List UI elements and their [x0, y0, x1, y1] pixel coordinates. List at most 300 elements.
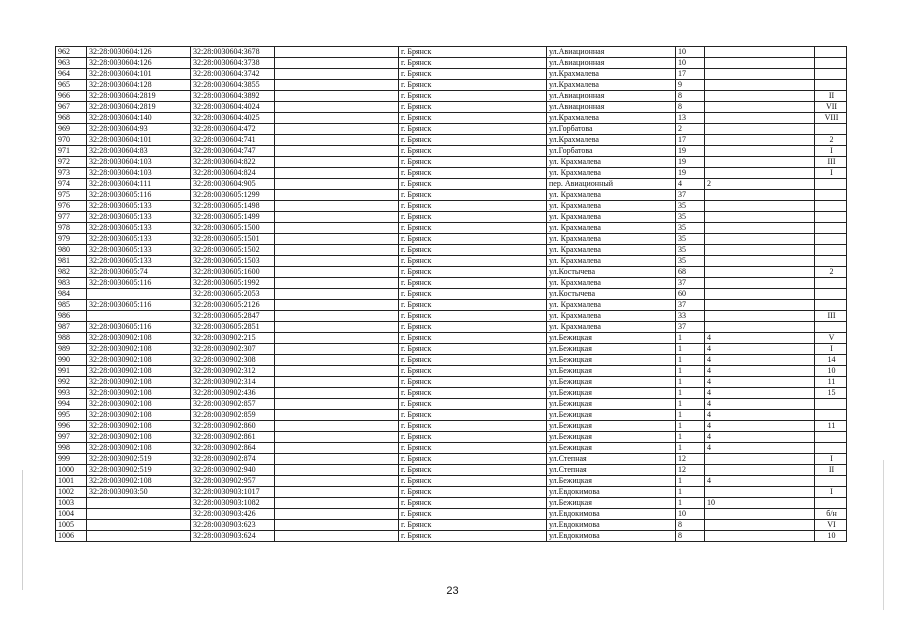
city-cell: г. Брянск [399, 520, 547, 531]
row-number: 967 [56, 102, 87, 113]
block-cell [705, 278, 815, 289]
cadastral-number-land [87, 520, 191, 531]
street-cell: ул.Бежицкая [547, 399, 676, 410]
building-cell: 35 [676, 201, 705, 212]
city-cell: г. Брянск [399, 80, 547, 91]
row-number: 992 [56, 377, 87, 388]
cadastral-number-land [87, 531, 191, 542]
extra-cell [275, 454, 399, 465]
building-cell: 10 [676, 47, 705, 58]
extra-cell [275, 443, 399, 454]
cadastral-number-land: 32:28:0030604:101 [87, 135, 191, 146]
building-cell: 35 [676, 245, 705, 256]
street-cell: ул. Крахмалева [547, 157, 676, 168]
city-cell: г. Брянск [399, 58, 547, 69]
cadastral-number-object: 32:28:0030605:2126 [191, 300, 275, 311]
cadastral-number-land: 32:28:0030605:116 [87, 322, 191, 333]
table-row [56, 432, 847, 443]
block-cell: 4 [705, 355, 815, 366]
extra-cell [275, 58, 399, 69]
extra-cell [275, 113, 399, 124]
building-cell: 35 [676, 256, 705, 267]
table-row [56, 487, 847, 498]
building-cell: 12 [676, 454, 705, 465]
city-cell: г. Брянск [399, 421, 547, 432]
street-cell: ул.Евдокимова [547, 487, 676, 498]
table-row [56, 421, 847, 432]
premises-cell [815, 476, 847, 487]
block-cell: 2 [705, 179, 815, 190]
block-cell [705, 47, 815, 58]
row-number: 995 [56, 410, 87, 421]
street-cell: ул.Степная [547, 465, 676, 476]
premises-cell: V [815, 333, 847, 344]
cadastral-number-land: 32:28:0030902:108 [87, 410, 191, 421]
extra-cell [275, 146, 399, 157]
city-cell: г. Брянск [399, 300, 547, 311]
city-cell: г. Брянск [399, 102, 547, 113]
table-row [56, 476, 847, 487]
cadastral-number-object: 32:28:0030902:859 [191, 410, 275, 421]
extra-cell [275, 432, 399, 443]
city-cell: г. Брянск [399, 157, 547, 168]
city-cell: г. Брянск [399, 223, 547, 234]
table-row [56, 91, 847, 102]
premises-cell [815, 399, 847, 410]
street-cell: ул.Бежицкая [547, 421, 676, 432]
extra-cell [275, 377, 399, 388]
premises-cell: I [815, 146, 847, 157]
row-number: 1000 [56, 465, 87, 476]
extra-cell [275, 234, 399, 245]
city-cell: г. Брянск [399, 333, 547, 344]
city-cell: г. Брянск [399, 443, 547, 454]
extra-cell [275, 520, 399, 531]
street-cell: ул. Крахмалева [547, 212, 676, 223]
city-cell: г. Брянск [399, 476, 547, 487]
city-cell: г. Брянск [399, 509, 547, 520]
street-cell: ул.Костычева [547, 267, 676, 278]
city-cell: г. Брянск [399, 91, 547, 102]
city-cell: г. Брянск [399, 487, 547, 498]
premises-cell: 10 [815, 531, 847, 542]
row-number: 1004 [56, 509, 87, 520]
cadastral-number-land: 32:28:0030604:140 [87, 113, 191, 124]
building-cell: 4 [676, 179, 705, 190]
extra-cell [275, 47, 399, 58]
block-cell [705, 146, 815, 157]
table-row [56, 289, 847, 300]
table-row [56, 157, 847, 168]
premises-cell [815, 289, 847, 300]
row-number: 966 [56, 91, 87, 102]
row-number: 983 [56, 278, 87, 289]
street-cell: ул. Крахмалева [547, 245, 676, 256]
row-number: 1002 [56, 487, 87, 498]
premises-cell [815, 443, 847, 454]
block-cell [705, 168, 815, 179]
table-row [56, 509, 847, 520]
building-cell: 37 [676, 278, 705, 289]
extra-cell [275, 179, 399, 190]
row-number: 971 [56, 146, 87, 157]
cadastral-number-object: 32:28:0030605:1499 [191, 212, 275, 223]
premises-cell [815, 234, 847, 245]
cadastral-number-object: 32:28:0030604:741 [191, 135, 275, 146]
block-cell: 4 [705, 421, 815, 432]
extra-cell [275, 212, 399, 223]
cadastral-number-land: 32:28:0030604:101 [87, 69, 191, 80]
extra-cell [275, 300, 399, 311]
table-row [56, 212, 847, 223]
block-cell: 10 [705, 498, 815, 509]
building-cell: 8 [676, 91, 705, 102]
street-cell: ул.Крахмалева [547, 113, 676, 124]
city-cell: г. Брянск [399, 245, 547, 256]
building-cell: 2 [676, 124, 705, 135]
block-cell: 4 [705, 333, 815, 344]
table-row [56, 267, 847, 278]
cadastral-number-land: 32:28:0030604:93 [87, 124, 191, 135]
block-cell: 4 [705, 410, 815, 421]
premises-cell [815, 300, 847, 311]
block-cell [705, 135, 815, 146]
row-number: 1003 [56, 498, 87, 509]
extra-cell [275, 487, 399, 498]
premises-cell [815, 256, 847, 267]
cadastral-number-land: 32:28:0030604:103 [87, 168, 191, 179]
cadastral-number-land: 32:28:0030605:116 [87, 300, 191, 311]
cadastral-number-land: 32:28:0030605:133 [87, 223, 191, 234]
block-cell: 4 [705, 344, 815, 355]
extra-cell [275, 410, 399, 421]
block-cell [705, 322, 815, 333]
extra-cell [275, 311, 399, 322]
table-row [56, 388, 847, 399]
cadastral-number-object: 32:28:0030605:2851 [191, 322, 275, 333]
street-cell: ул.Бежицкая [547, 498, 676, 509]
cadastral-number-land: 32:28:0030605:133 [87, 201, 191, 212]
street-cell: ул.Костычева [547, 289, 676, 300]
building-cell: 1 [676, 421, 705, 432]
city-cell: г. Брянск [399, 410, 547, 421]
cadastral-number-land: 32:28:0030902:108 [87, 333, 191, 344]
premises-cell: 14 [815, 355, 847, 366]
row-number: 999 [56, 454, 87, 465]
row-number: 988 [56, 333, 87, 344]
cadastral-number-land: 32:28:0030605:74 [87, 267, 191, 278]
table-row [56, 531, 847, 542]
table-row [56, 465, 847, 476]
city-cell: г. Брянск [399, 234, 547, 245]
building-cell: 1 [676, 432, 705, 443]
cadastral-number-object: 32:28:0030903:1082 [191, 498, 275, 509]
building-cell: 37 [676, 300, 705, 311]
premises-cell [815, 69, 847, 80]
street-cell: ул. Крахмалева [547, 234, 676, 245]
premises-cell: II [815, 91, 847, 102]
cadastral-number-object: 32:28:0030902:861 [191, 432, 275, 443]
table-row [56, 47, 847, 58]
row-number: 993 [56, 388, 87, 399]
extra-cell [275, 278, 399, 289]
row-number: 972 [56, 157, 87, 168]
table-row [56, 146, 847, 157]
cadastral-number-land: 32:28:0030902:108 [87, 432, 191, 443]
extra-cell [275, 267, 399, 278]
block-cell: 4 [705, 432, 815, 443]
street-cell: пер. Авиационный [547, 179, 676, 190]
block-cell [705, 69, 815, 80]
table-row [56, 377, 847, 388]
building-cell: 12 [676, 465, 705, 476]
premises-cell: 2 [815, 267, 847, 278]
extra-cell [275, 256, 399, 267]
cadastral-number-object: 32:28:0030604:822 [191, 157, 275, 168]
table-row [56, 80, 847, 91]
building-cell: 37 [676, 322, 705, 333]
table-row [56, 520, 847, 531]
city-cell: г. Брянск [399, 47, 547, 58]
building-cell: 1 [676, 344, 705, 355]
premises-cell [815, 201, 847, 212]
table-row [56, 344, 847, 355]
street-cell: ул.Крахмалева [547, 80, 676, 91]
table-row [56, 190, 847, 201]
table-row [56, 69, 847, 80]
city-cell: г. Брянск [399, 168, 547, 179]
table-row [56, 234, 847, 245]
block-cell [705, 58, 815, 69]
cadastral-number-object: 32:28:0030604:4025 [191, 113, 275, 124]
row-number: 974 [56, 179, 87, 190]
street-cell: ул.Евдокимова [547, 531, 676, 542]
row-number: 989 [56, 344, 87, 355]
block-cell [705, 311, 815, 322]
block-cell [705, 300, 815, 311]
cadastral-number-land: 32:28:0030604:103 [87, 157, 191, 168]
table-row [56, 366, 847, 377]
cadastral-number-object: 32:28:0030902:307 [191, 344, 275, 355]
table-row [56, 333, 847, 344]
block-cell [705, 80, 815, 91]
block-cell [705, 256, 815, 267]
building-cell: 35 [676, 212, 705, 223]
table-row [56, 311, 847, 322]
building-cell: 8 [676, 520, 705, 531]
street-cell: ул. Крахмалева [547, 256, 676, 267]
premises-cell: VI [815, 520, 847, 531]
street-cell: ул. Крахмалева [547, 201, 676, 212]
street-cell: ул.Бежицкая [547, 476, 676, 487]
building-cell: 19 [676, 146, 705, 157]
street-cell: ул.Авиационная [547, 47, 676, 58]
block-cell [705, 267, 815, 278]
extra-cell [275, 388, 399, 399]
table-row [56, 410, 847, 421]
building-cell: 1 [676, 366, 705, 377]
row-number: 969 [56, 124, 87, 135]
premises-cell [815, 245, 847, 256]
premises-cell: VIII [815, 113, 847, 124]
street-cell: ул.Бежицкая [547, 432, 676, 443]
cadastral-number-land: 32:28:0030605:133 [87, 245, 191, 256]
building-cell: 33 [676, 311, 705, 322]
cadastral-number-object: 32:28:0030605:1502 [191, 245, 275, 256]
cadastral-number-object: 32:28:0030604:747 [191, 146, 275, 157]
cadastral-number-object: 32:28:0030605:2847 [191, 311, 275, 322]
block-cell [705, 245, 815, 256]
extra-cell [275, 201, 399, 212]
premises-cell: III [815, 157, 847, 168]
cadastral-number-land: 32:28:0030902:108 [87, 476, 191, 487]
city-cell: г. Брянск [399, 311, 547, 322]
extra-cell [275, 322, 399, 333]
extra-cell [275, 124, 399, 135]
building-cell: 1 [676, 333, 705, 344]
row-number: 1005 [56, 520, 87, 531]
city-cell: г. Брянск [399, 190, 547, 201]
cadastral-number-land: 32:28:0030902:108 [87, 388, 191, 399]
table-row [56, 168, 847, 179]
cadastral-number-land: 32:28:0030902:108 [87, 355, 191, 366]
extra-cell [275, 344, 399, 355]
row-number: 994 [56, 399, 87, 410]
building-cell: 10 [676, 509, 705, 520]
city-cell: г. Брянск [399, 256, 547, 267]
city-cell: г. Брянск [399, 278, 547, 289]
street-cell: ул.Крахмалева [547, 69, 676, 80]
row-number: 978 [56, 223, 87, 234]
premises-cell [815, 47, 847, 58]
building-cell: 68 [676, 267, 705, 278]
premises-cell: II [815, 465, 847, 476]
cadastral-number-object: 32:28:0030902:436 [191, 388, 275, 399]
street-cell: ул. Крахмалева [547, 278, 676, 289]
row-number: 982 [56, 267, 87, 278]
row-number: 963 [56, 58, 87, 69]
street-cell: ул.Бежицкая [547, 410, 676, 421]
city-cell: г. Брянск [399, 465, 547, 476]
table-row [56, 102, 847, 113]
cadastral-number-land: 32:28:0030902:108 [87, 377, 191, 388]
block-cell: 4 [705, 399, 815, 410]
table-row [56, 399, 847, 410]
street-cell: ул.Крахмалева [547, 135, 676, 146]
block-cell [705, 509, 815, 520]
cadastral-number-object: 32:28:0030605:1600 [191, 267, 275, 278]
row-number: 977 [56, 212, 87, 223]
street-cell: ул.Евдокимова [547, 509, 676, 520]
block-cell [705, 454, 815, 465]
block-cell: 4 [705, 443, 815, 454]
table-row [56, 443, 847, 454]
city-cell: г. Брянск [399, 399, 547, 410]
street-cell: ул. Крахмалева [547, 322, 676, 333]
street-cell: ул. Крахмалева [547, 168, 676, 179]
table-row [56, 135, 847, 146]
street-cell: ул.Авиационная [547, 58, 676, 69]
cadastral-number-land: 32:28:0030902:108 [87, 421, 191, 432]
cadastral-number-object: 32:28:0030902:857 [191, 399, 275, 410]
building-cell: 17 [676, 135, 705, 146]
row-number: 997 [56, 432, 87, 443]
building-cell: 8 [676, 531, 705, 542]
premises-cell: I [815, 168, 847, 179]
premises-cell [815, 190, 847, 201]
block-cell [705, 531, 815, 542]
premises-cell: 15 [815, 388, 847, 399]
table-row [56, 256, 847, 267]
city-cell: г. Брянск [399, 212, 547, 223]
block-cell [705, 124, 815, 135]
block-cell [705, 91, 815, 102]
row-number: 990 [56, 355, 87, 366]
cadastral-number-object: 32:28:0030903:1017 [191, 487, 275, 498]
city-cell: г. Брянск [399, 113, 547, 124]
extra-cell [275, 69, 399, 80]
table-row [56, 355, 847, 366]
street-cell: ул.Бежицкая [547, 355, 676, 366]
city-cell: г. Брянск [399, 432, 547, 443]
street-cell: ул. Крахмалева [547, 223, 676, 234]
scan-edge-left [22, 470, 23, 590]
cadastral-number-object: 32:28:0030902:940 [191, 465, 275, 476]
cadastral-number-land: 32:28:0030604:126 [87, 47, 191, 58]
street-cell: ул.Евдокимова [547, 520, 676, 531]
cadastral-number-land: 32:28:0030605:133 [87, 234, 191, 245]
extra-cell [275, 80, 399, 91]
block-cell [705, 157, 815, 168]
street-cell: ул.Степная [547, 454, 676, 465]
city-cell: г. Брянск [399, 366, 547, 377]
street-cell: ул.Бежицкая [547, 377, 676, 388]
row-number: 962 [56, 47, 87, 58]
row-number: 964 [56, 69, 87, 80]
cadastral-number-object: 32:28:0030604:3738 [191, 58, 275, 69]
building-cell: 60 [676, 289, 705, 300]
building-cell: 35 [676, 234, 705, 245]
premises-cell [815, 410, 847, 421]
street-cell: ул. Крахмалева [547, 190, 676, 201]
table-row [56, 113, 847, 124]
street-cell: ул.Авиационная [547, 102, 676, 113]
cadastral-number-object: 32:28:0030604:3742 [191, 69, 275, 80]
premises-cell: I [815, 487, 847, 498]
extra-cell [275, 465, 399, 476]
cadastral-number-land: 32:28:0030605:133 [87, 212, 191, 223]
city-cell: г. Брянск [399, 322, 547, 333]
premises-cell: 11 [815, 377, 847, 388]
cadastral-number-land: 32:28:0030604:83 [87, 146, 191, 157]
block-cell [705, 520, 815, 531]
row-number: 968 [56, 113, 87, 124]
building-cell: 9 [676, 80, 705, 91]
cadastral-number-object: 32:28:0030903:624 [191, 531, 275, 542]
block-cell [705, 289, 815, 300]
row-number: 976 [56, 201, 87, 212]
row-number: 973 [56, 168, 87, 179]
row-number: 984 [56, 289, 87, 300]
cadastral-number-object: 32:28:0030902:312 [191, 366, 275, 377]
city-cell: г. Брянск [399, 267, 547, 278]
table-row [56, 223, 847, 234]
table-row [56, 58, 847, 69]
premises-cell [815, 322, 847, 333]
cadastral-number-object: 32:28:0030604:824 [191, 168, 275, 179]
premises-cell [815, 80, 847, 91]
premises-cell [815, 212, 847, 223]
